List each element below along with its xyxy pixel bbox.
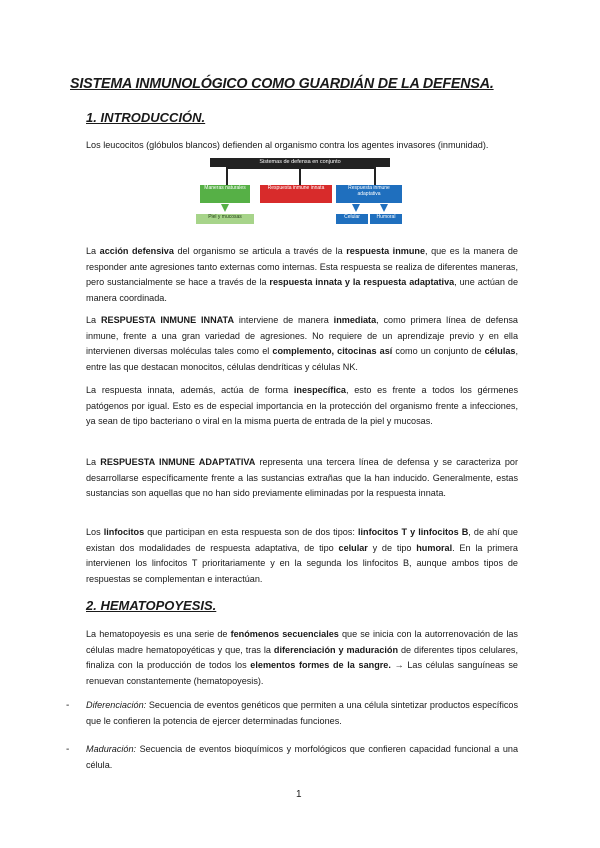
diagram-arrow-cellular (352, 204, 360, 212)
diagram-adaptive-box: Respuesta inmune adaptativa (336, 185, 402, 203)
diagram-connector-horizontal (226, 167, 376, 169)
diagram-skin-box: Piel y mucosas (196, 214, 254, 224)
paragraph-linfocitos: Los linfocitos que participan en esta respuesta son de dos tipos: linfocitos T y linfocitos B, de ahí que existan dos modalidades de respuesta adaptativa, de tipo celular y de tipo humoral. En la primera intervienen los linfocitos T prioritariamente y en la segunda los linfocitos B, aunque ambos tipos de respuestas se complementan e interactúan. (86, 527, 518, 584)
diagram-top-box: Sistemas de defensa en conjunto (210, 158, 390, 167)
diagram-cellular-box: Celular (336, 214, 368, 224)
diagram-arrow-skin (221, 204, 229, 212)
diagram-arrow-humoral (380, 204, 388, 212)
intro-sentence: Los leucocitos (glóbulos blancos) defienden al organismo contra los agentes invasores (inmunidad). (86, 140, 489, 150)
bullet-diferenciacion: Diferenciación: Secuencia de eventos genéticos que permiten a una célula sintetizar productos específicos que le confieren la potencia de ejercer determinadas funciones. (86, 700, 518, 726)
page-number: 1 (296, 789, 302, 800)
paragraph-respuesta-adaptativa: La RESPUESTA INMUNE ADAPTATIVA representa una tercera línea de defensa y se caracteriza por desarrollarse específicamente frente a las sustancias extrañas que la han inducido. Generalmente, estas sustancias son aquellas que no han sido previamente eliminadas por la respuesta innata. (86, 457, 518, 499)
bullet-marker: - (66, 744, 70, 755)
section-heading-introduccion: 1. INTRODUCCIÓN. (86, 110, 206, 125)
document-title: SISTEMA INMUNOLÓGICO COMO GUARDIÁN DE LA DEFENSA. (70, 76, 494, 92)
diagram-connector-right (374, 167, 376, 185)
section-heading-hematopoyesis: 2. HEMATOPOYESIS. (86, 598, 217, 613)
diagram-connector-left (226, 167, 228, 185)
paragraph-respuesta-innata: La RESPUESTA INMUNE INNATA interviene de manera inmediata, como primera línea de defensa inmune, frente a una gran variedad de agresiones. No requiere de un aprendizaje previo y en ella intervienen diversas moléculas tales como el complemento, citocinas así como un conjunto de células, entre las que destacan monocitos, células dendríticas y células NK. (86, 315, 518, 372)
bullet-marker: - (66, 700, 70, 711)
defense-systems-diagram (196, 158, 404, 232)
diagram-connector-center (299, 167, 301, 185)
paragraph-hematopoyesis: La hematopoyesis es una serie de fenómenos secuenciales que se inicia con la autorrenovación de las células madre hematopoyéticas y que, tras la diferenciación y maduración de diferentes tipos celulares, finaliza con la producción de todos los elementos formes de la sangre. → Las células sanguíneas se renuevan constantemente (hematopoyesis). (86, 629, 518, 686)
diagram-innate-box: Respuesta inmune innata (260, 185, 332, 203)
paragraph-accion-defensiva: La acción defensiva del organismo se articula a través de la respuesta inmune, que es la manera de responder ante agresiones tanto externas como internas. Esta respuesta se realiza de diferentes maneras, pero sustancialmente se hace a través de la respuesta innata y la respuesta adaptativa, une actúan de manera coordinada. (86, 246, 518, 303)
diagram-humoral-box: Humoral (370, 214, 402, 224)
diagram-natural-box: Maneras naturales (200, 185, 250, 203)
bullet-maduracion: Maduración: Secuencia de eventos bioquímicos y morfológicos que confieren capacidad funcional a una célula. (86, 744, 518, 770)
paragraph-inespecifica: La respuesta innata, además, actúa de forma inespecífica, esto es frente a todos los gérmenes patógenos por igual. Esto es de especial importancia en la protección del organismo frente a infecciones, ya sean de tipo bacteriano o viral en la misma puerta de entrada de la piel y mucosas. (86, 385, 518, 427)
